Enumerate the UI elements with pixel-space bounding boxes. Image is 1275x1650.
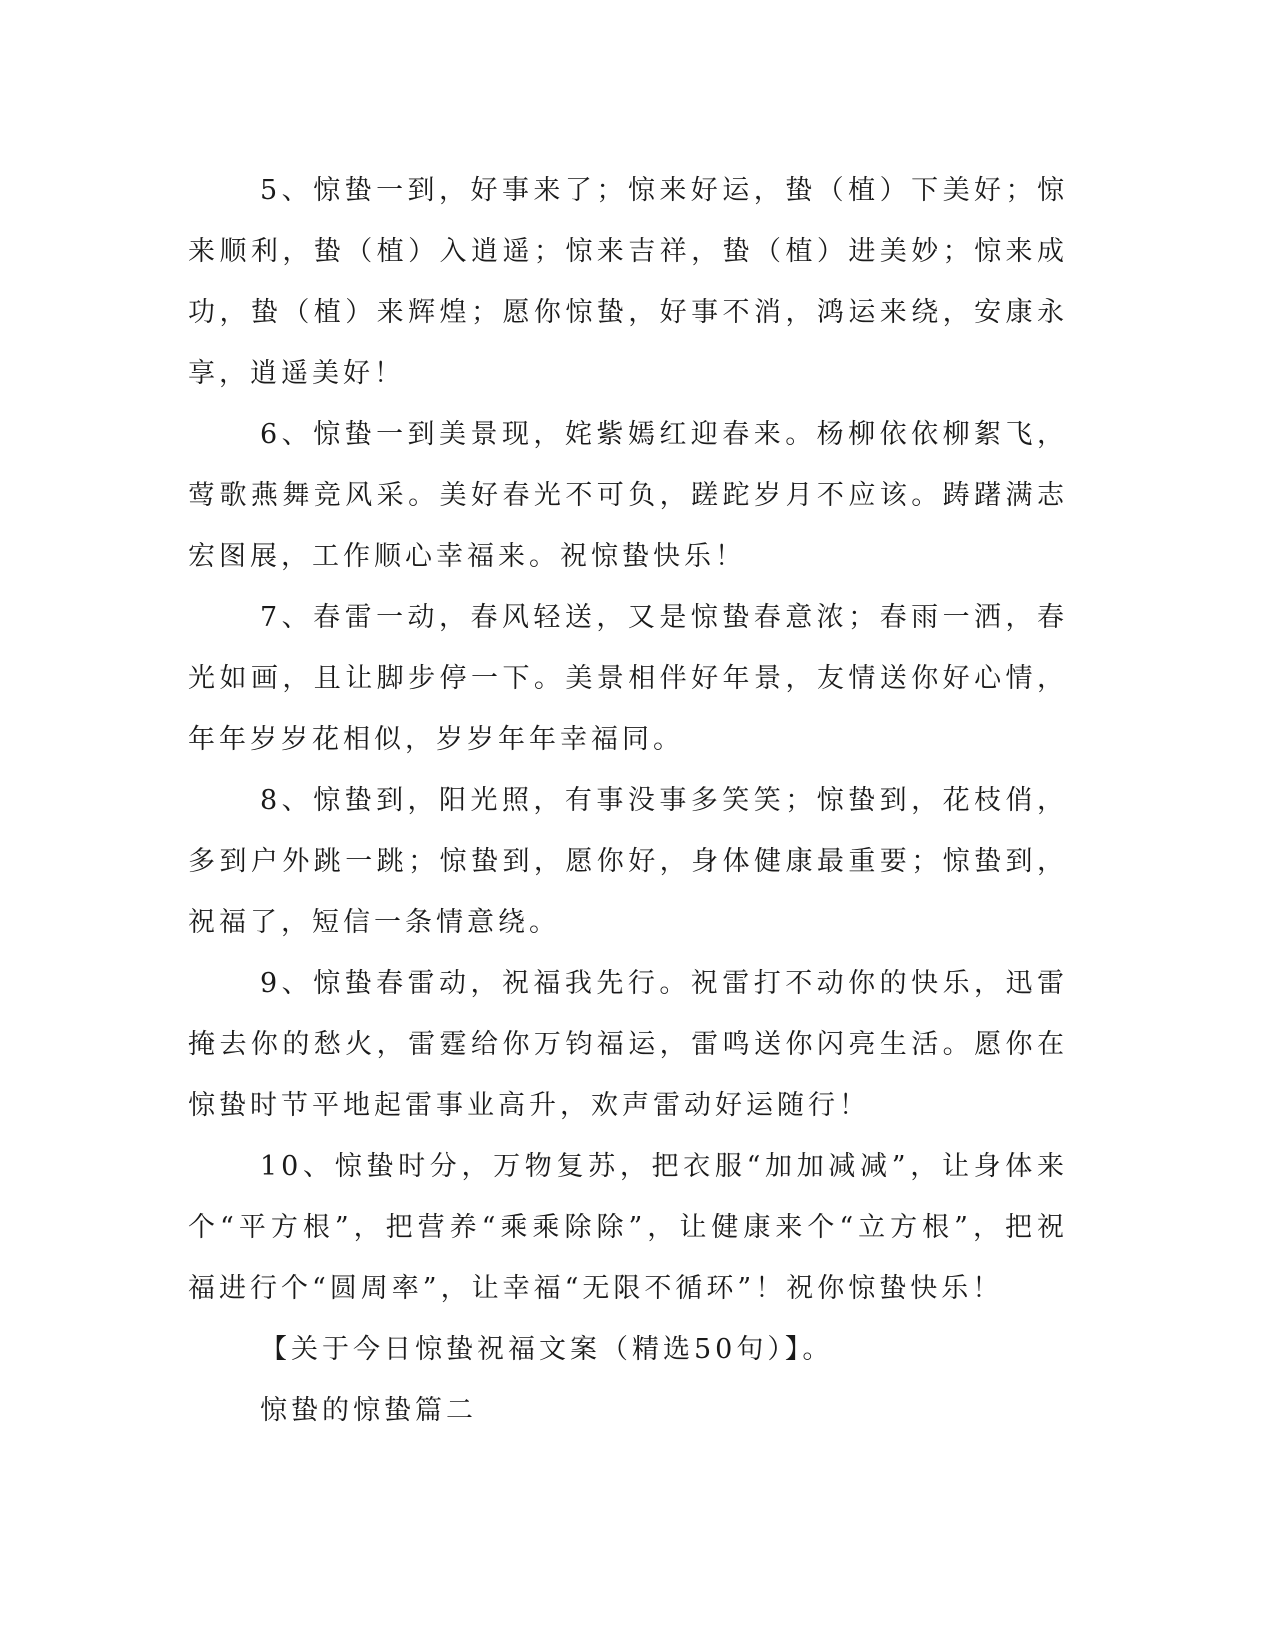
wish-paragraph-5: 5、惊蛰一到，好事来了；惊来好运，蛰（植）下美好；惊来顺利，蛰（植）入逍遥；惊来吉祥，蛰（植）进美妙；惊来成功，蛰（植）来辉煌；愿你惊蛰，好事不消，鸿运来绕，安康永享，逍遥美好！ — [188, 175, 1068, 389]
wish-paragraph-9: 9、惊蛰春雷动，祝福我先行。祝雷打不动你的快乐，迅雷掩去你的愁火，雷霆给你万钧福运，雷鸣送你闪亮生活。愿你在惊蛰时节平地起雷事业高升，欢声雷动好运随行！ — [188, 968, 1068, 1121]
document-body — [188, 160, 1068, 1441]
source-note: 【关于今日惊蛰祝福文案（精选50句）】。 — [260, 1334, 834, 1365]
wish-paragraph-10: 10、惊蛰时分，万物复苏，把衣服“加加减减”，让身体来个“平方根”，把营养“乘乘除除”，让健康来个“立方根”，把祝福进行个“圆周率”，让幸福“无限不循环”！祝你惊蛰快乐！ — [188, 1151, 1068, 1304]
wish-paragraph-6: 6、惊蛰一到美景现，姹紫嫣红迎春来。杨柳依依柳絮飞，莺歌燕舞竞风采。美好春光不可负，蹉跎岁月不应该。踌躇满志宏图展，工作顺心幸福来。祝惊蛰快乐！ — [188, 419, 1068, 572]
wish-paragraph-8: 8、惊蛰到，阳光照，有事没事多笑笑；惊蛰到，花枝俏，多到户外跳一跳；惊蛰到，愿你好，身体健康最重要；惊蛰到，祝福了，短信一条情意绕。 — [188, 785, 1068, 938]
section-heading: 惊蛰的惊蛰篇二 — [260, 1395, 477, 1426]
wish-paragraph-7: 7、春雷一动，春风轻送，又是惊蛰春意浓；春雨一洒，春光如画，且让脚步停一下。美景相伴好年景，友情送你好心情，年年岁岁花相似，岁岁年年幸福同。 — [188, 602, 1068, 755]
